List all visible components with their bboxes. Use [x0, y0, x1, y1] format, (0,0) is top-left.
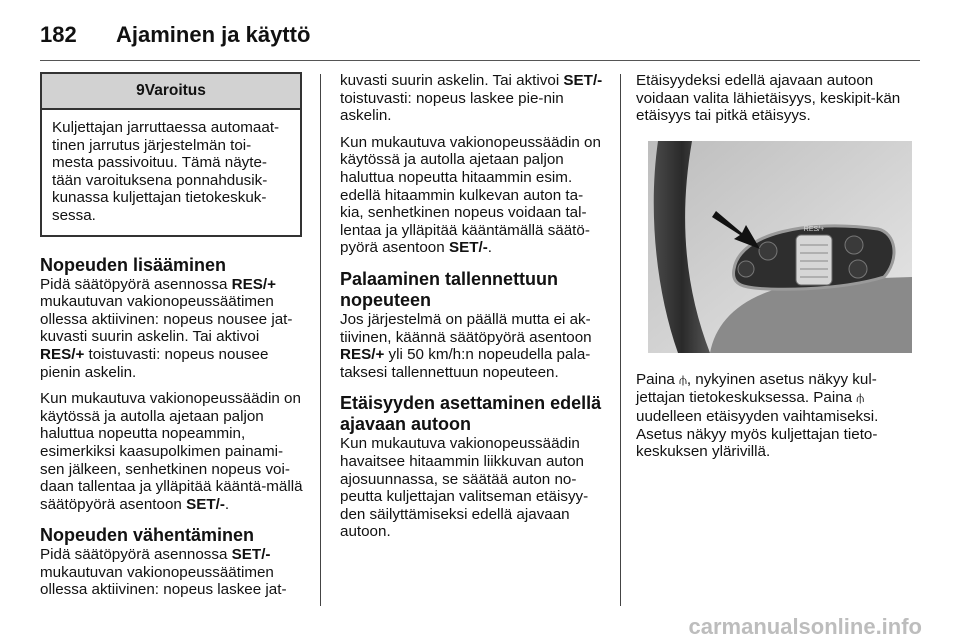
warning-title: Varoitus: [144, 82, 206, 99]
column-1: [40, 72, 304, 608]
res-label: RES/+: [803, 225, 825, 233]
steering-wheel-photo: [648, 141, 912, 353]
paragraph: Paina ⫛, nykyinen asetus näkyy kul-jettajan tietokeskuksessa. Paina ⫛ uudelleen etäisyyden vaihtamiseksi. Asetus näkyy myös kuljettajan tieto-keskuksen ylärivillä.: [636, 370, 879, 461]
warning-icon: 9: [136, 82, 145, 99]
page-header: [40, 14, 920, 54]
distance-symbol-icon: ⫛: [856, 391, 865, 407]
paragraph: Etäisyydeksi edellä ajavaan autoon voidaan valita lähietäisyys, keskipit-kän etäisyys tai pitkä etäisyys.: [636, 72, 901, 125]
warning-box: [40, 72, 302, 237]
watermark: carmanualsonline.info: [688, 614, 922, 639]
page-title: Ajaminen ja käyttö: [116, 22, 311, 47]
column-divider: [620, 74, 621, 606]
page-number: 182: [40, 22, 77, 47]
paragraph: Kun mukautuva vakionopeussäädin on käytössä ja autolla ajetaan paljon haluttua nopeutta nopeammin, esimerkiksi kaasupolkimen painami-sen jälkeen, senhetkinen nopeus voi-daan tallentaa ja ylläpitää kääntä-mällä säätöpyörä asentoon SET/-.: [40, 390, 303, 513]
warning-header: [42, 74, 300, 110]
lane-button-icon: [845, 236, 863, 254]
paragraph: Pidä säätöpyörä asennossa SET/- mukautuvan vakionopeussäätimen ollessa aktiivinen: nopeus laskee jat-: [40, 546, 287, 599]
section-heading: Nopeuden vähentäminen: [40, 525, 255, 546]
cruise-button-icon: [738, 261, 754, 277]
cancel-button-icon: [849, 260, 867, 278]
paragraph: kuvasti suurin askelin. Tai aktivoi SET/- toistuvasti: nopeus laskee pie-nin askelin.: [340, 72, 603, 125]
warning-text: Kuljettajan jarruttaessa automaat-tinen jarrutus järjestelmän toi-mesta passivoituu. Tämä näyte-tään varoituksena ponnahdusik-kunassa kuljettajan tietokeskuk-sessa.: [52, 119, 280, 224]
paragraph: Pidä säätöpyörä asennossa RES/+ mukautuvan vakionopeussäätimen ollessa aktiivinen: nopeus nousee jat-kuvasti suurin askelin. Tai aktivoi RES/+ toistuvasti: nopeus nousee pienin askelin.: [40, 275, 293, 381]
column-2: [340, 72, 604, 550]
section-heading: Nopeuden lisääminen: [40, 254, 227, 275]
paragraph: Jos järjestelmä on päällä mutta ei ak-tiivinen, käännä säätöpyörä asentoon RES/+ yli 50 km/h:n nopeudella pala-taksesi tallennettuun nopeuteen.: [340, 310, 592, 381]
distance-button-icon: [759, 242, 777, 260]
header-rule: [40, 60, 920, 61]
column-3: [636, 72, 904, 470]
column-divider: [320, 74, 321, 606]
distance-symbol-icon: ⫛: [679, 372, 687, 388]
paragraph: Kun mukautuva vakionopeussäädin havaitsee hitaammin liikkuvan auton ajosuunnassa, se säätää auton no-peutta kuljettajan valitseman etäisyy-den säilyttämiseksi edellä ajavaan autoon.: [340, 435, 589, 541]
paragraph: Kun mukautuva vakionopeussäädin on käytössä ja autolla ajetaan paljon haluttua nopeutta hitaammin esim. edellä hitaammin kulkevan auton ta-kia, senhetkinen nopeus voidaan tal-lentaa ja ylläpitää kääntämällä säätö-pyörä asentoon SET/-.: [340, 133, 601, 257]
section-heading: Etäisyyden asettaminen edellä ajavaan autoon: [340, 393, 602, 435]
section-heading: Palaaminen tallennettuun nopeuteen: [340, 268, 559, 310]
